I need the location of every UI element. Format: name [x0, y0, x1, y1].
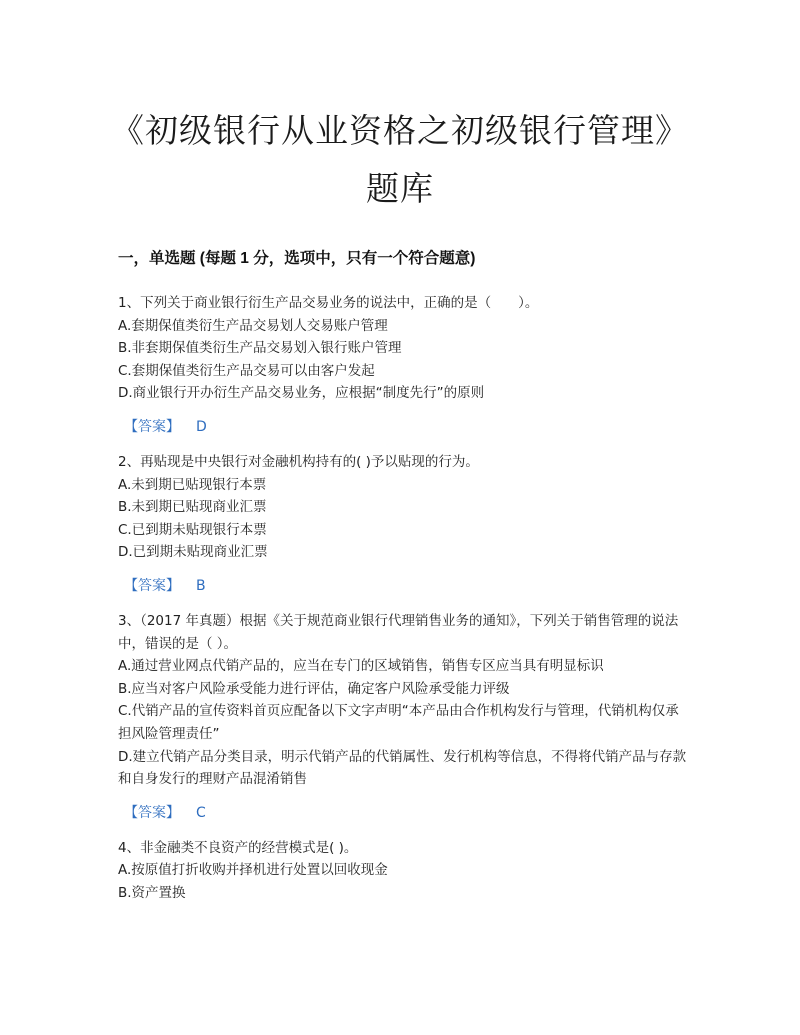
- option-b: B.资产置换: [118, 884, 186, 901]
- question-stem: 2、再贴现是中央银行对金融机构持有的( )予以贴现的行为。: [118, 453, 479, 470]
- answer-label: 【答案】: [124, 577, 180, 594]
- section-heading: 一，单选题 (每题 1 分，选项中，只有一个符合题意): [118, 250, 476, 267]
- option-b: B.应当对客户风险承受能力进行评估，确定客户风险承受能力评级: [118, 680, 510, 697]
- option-c: C.代销产品的宣传资料首页应配备以下文字声明“本产品由合作机构发行与管理，代销机构仅承担风险管理责任”: [118, 703, 679, 742]
- question-4: [118, 837, 688, 905]
- option-d: D.已到期未贴现商业汇票: [118, 544, 268, 561]
- question-stem: 1、下列关于商业银行衍生产品交易业务的说法中，正确的是（ ）。: [118, 295, 539, 311]
- question-3: [118, 610, 688, 823]
- option-d: D.建立代销产品分类目录，明示代销产品的代销属性、发行机构等信息，不得将代销产品与存款和自身发行的理财产品混淆销售: [118, 748, 687, 788]
- answer-value: D: [196, 418, 207, 435]
- option-b: B.未到期已贴现商业汇票: [118, 499, 267, 516]
- option-a: A.未到期已贴现银行本票: [118, 476, 267, 493]
- option-a: A.通过营业网点代销产品的，应当在专门的区域销售，销售专区应当具有明显标识: [118, 658, 604, 675]
- answer-value: B: [196, 577, 206, 594]
- answer-label: 【答案】: [124, 804, 180, 821]
- question-2: [118, 451, 688, 596]
- option-a: A.套期保值类衍生产品交易划人交易账户管理: [118, 317, 388, 334]
- option-a: A.按原值打折收购并择机进行处置以回收现金: [118, 862, 388, 879]
- question-stem: 3、（2017 年真题）根据《关于规范商业银行代理销售业务的通知》，下列关于销售管理的说法中，错误的是（ ）。: [118, 612, 679, 652]
- option-c: C.已到期未贴现银行本票: [118, 521, 267, 538]
- answer-label: 【答案】: [124, 418, 180, 435]
- option-c: C.套期保值类衍生产品交易可以由客户发起: [118, 362, 375, 379]
- option-d: D.商业银行开办衍生产品交易业务，应根据“制度先行”的原则: [118, 385, 485, 402]
- answer-line: [118, 417, 688, 437]
- answer-line: [118, 576, 688, 596]
- question-stem: 4、非金融类不良资产的经营模式是( )。: [118, 839, 358, 856]
- answer-line: [118, 803, 688, 823]
- option-b: B.非套期保值类衍生产品交易划入银行账户管理: [118, 340, 402, 357]
- page-title: 《初级银行从业资格之初级银行管理》题库: [111, 111, 689, 208]
- question-1: [118, 292, 688, 437]
- question-list: [118, 292, 688, 904]
- answer-value: C: [196, 804, 206, 821]
